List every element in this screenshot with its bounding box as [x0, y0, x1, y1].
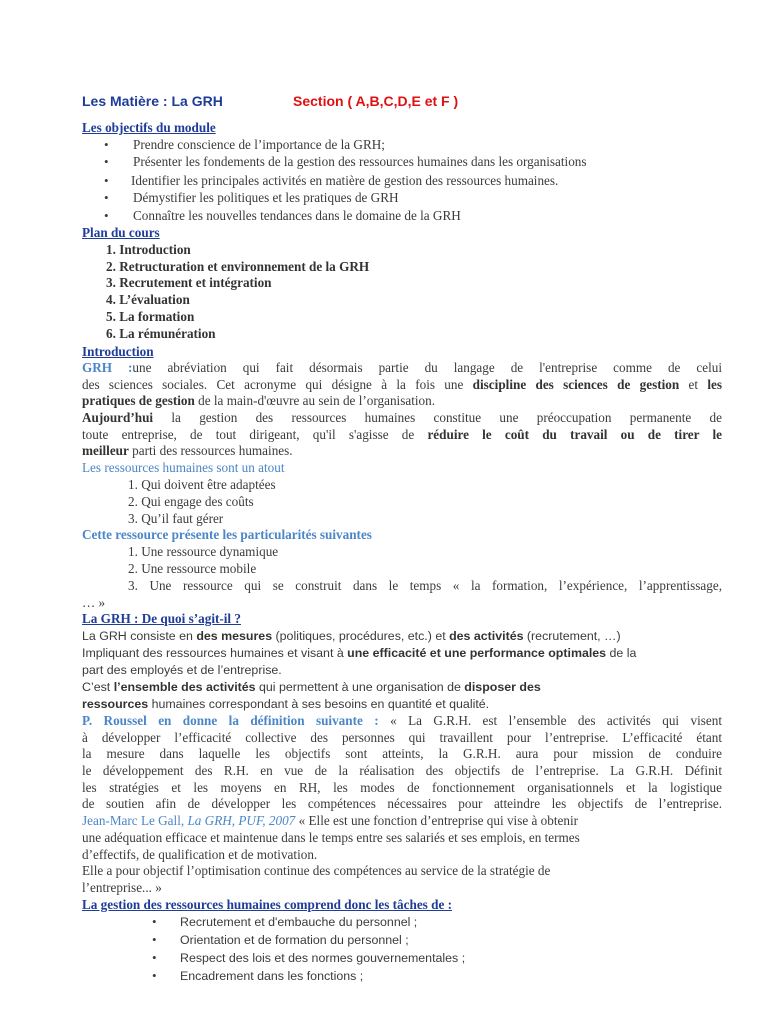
- roussel-paragraph: la mesure dans laquelle les objectifs sont atteints, la G.R.H. aura pour mission de conduire: [82, 746, 722, 761]
- quoi-emphasis: disposer des: [464, 680, 541, 694]
- intro-emphasis: les: [707, 377, 722, 392]
- objectifs-heading: Les objectifs du module: [82, 120, 216, 135]
- intro-paragraph: [82, 427, 722, 443]
- tache-item: Respect des lois et des normes gouvernementales ;: [180, 951, 466, 965]
- quoi-paragraph: [82, 696, 722, 712]
- tache-item: Orientation et de formation du personnel ;: [180, 933, 409, 947]
- bullet-icon: •: [104, 208, 109, 223]
- roussel-paragraph: le développement des R.H. en vue de la réalisation des objectifs de l’entreprise. La G.R.H. Définit: [82, 763, 722, 778]
- quoi-text: humaines correspondant à ses besoins en quantité et qualité.: [148, 697, 490, 711]
- roussel-label: P. Roussel en donne la définition suivante :: [82, 713, 379, 728]
- quoi-paragraph: [82, 645, 722, 661]
- objectif-item: Présenter les fondements de la gestion des ressources humaines dans les organisations: [133, 154, 587, 169]
- intro-text: de la main-d'œuvre au sein de l’organisation.: [194, 393, 436, 408]
- atout-item: 2. Qui engage des coûts: [128, 494, 254, 509]
- legall-text: « Elle est une fonction d’entreprise qui vise à obtenir: [295, 813, 578, 828]
- particularite-item: 1. Une ressource dynamique: [128, 544, 279, 559]
- bullet-icon: •: [152, 932, 157, 947]
- quoi-emphasis: des mesures: [196, 629, 273, 643]
- quoi-text: La GRH consiste en: [82, 629, 197, 643]
- legall-author: Jean-Marc Le Gall,: [82, 813, 188, 828]
- legall-paragraph: [82, 813, 722, 829]
- intro-text: la gestion des ressources humaines constitue une préoccupation permanente de: [153, 410, 722, 425]
- quoi-text: (recrutement, …): [523, 629, 621, 643]
- intro-paragraph: [82, 377, 722, 393]
- quoi-paragraph: part des employés et de l’entreprise.: [82, 663, 282, 677]
- particularite-item: 3. Une ressource qui se construit dans le temps « la formation, l’expérience, l’apprentissage,: [128, 578, 722, 593]
- roussel-paragraph: à développer l’efficacité collective des personnes qui travaillent pour l’entreprise. L’efficacité étant: [82, 730, 722, 745]
- bullet-icon: •: [104, 137, 109, 152]
- bullet-icon: •: [152, 950, 157, 965]
- intro-text: une abréviation qui fait désormais partie du langage de l'entreprise comme de celui: [132, 360, 722, 375]
- objectif-item: Identifier les principales activités en matière de gestion des ressources humaines.: [131, 173, 559, 188]
- objectif-item: Prendre conscience de l’importance de la GRH;: [133, 137, 385, 152]
- taches-heading: La gestion des ressources humaines comprend donc les tâches de :: [82, 897, 452, 912]
- plan-item: 2. Retructuration et environnement de la GRH: [106, 259, 370, 274]
- legall-paragraph: l’entreprise... »: [82, 880, 162, 895]
- intro-paragraph: [82, 410, 722, 426]
- quoi-text: de la: [606, 646, 637, 660]
- quoi-paragraph: [82, 679, 722, 695]
- bullet-icon: •: [104, 173, 109, 188]
- plan-item: 4. L’évaluation: [106, 292, 190, 307]
- atout-item: 3. Qu’il faut gérer: [128, 511, 224, 526]
- objectif-item: Connaître les nouvelles tendances dans le domaine de la GRH: [133, 208, 461, 223]
- intro-emphasis: pratiques de gestion: [82, 393, 195, 408]
- quoi-heading: La GRH : De quoi s’agit-il ?: [82, 611, 241, 626]
- legall-book: La GRH, PUF, 2007: [187, 813, 296, 828]
- roussel-paragraph: les stratégies et les moyens en RH, les modes de fonctionnement organisationnels et la logistique: [82, 780, 722, 795]
- atout-heading: Les ressources humaines sont un atout: [82, 460, 285, 475]
- document-section: Section ( A,B,C,D,E et F ): [293, 93, 459, 109]
- grh-label: GRH :: [82, 360, 133, 375]
- quoi-text: (politiques, procédures, etc.) et: [272, 629, 450, 643]
- intro-text: toute entreprise, de tout dirigeant, qu'il s'agisse de: [82, 427, 428, 442]
- quoi-text: qui permettent à une organisation de: [255, 680, 465, 694]
- plan-item: 3. Recrutement et intégration: [106, 275, 272, 290]
- plan-item: 1. Introduction: [106, 242, 191, 257]
- quoi-text: Impliquant des ressources humaines et visant à: [82, 646, 348, 660]
- tache-item: Recrutement et d'embauche du personnel ;: [180, 915, 418, 929]
- roussel-paragraph: de soutien afin de développer les compétences nécessaires pour atteindre les objectifs de l’entreprise.: [82, 796, 722, 811]
- intro-paragraph: [82, 393, 722, 409]
- bullet-icon: •: [104, 190, 109, 205]
- document-title: Les Matière : La GRH: [82, 93, 223, 109]
- intro-emphasis: meilleur: [82, 443, 129, 458]
- quoi-paragraph: [82, 628, 722, 644]
- tache-item: Encadrement dans les fonctions ;: [180, 969, 364, 983]
- particularite-continuation: … »: [82, 595, 106, 610]
- plan-heading: Plan du cours: [82, 225, 160, 240]
- roussel-paragraph: [82, 713, 722, 729]
- intro-text: parti des ressources humaines.: [128, 443, 293, 458]
- particularites-heading: Cette ressource présente les particularités suivantes: [82, 527, 372, 542]
- intro-emphasis: Aujourd’hui: [82, 410, 154, 425]
- introduction-heading: Introduction: [82, 344, 154, 359]
- quoi-emphasis: des activités: [449, 629, 524, 643]
- legall-paragraph: une adéquation efficace et maintenue dans le temps entre ses salariés et ses emplois, en termes: [82, 830, 580, 845]
- bullet-icon: •: [152, 968, 157, 983]
- intro-paragraph: [82, 360, 722, 376]
- atout-item: 1. Qui doivent être adaptées: [128, 477, 276, 492]
- quoi-emphasis: l’ensemble des activités: [113, 680, 256, 694]
- bullet-icon: •: [104, 154, 109, 169]
- plan-item: 6. La rémunération: [106, 326, 216, 341]
- quoi-text: C’est: [82, 680, 114, 694]
- quoi-emphasis: ressources: [82, 697, 149, 711]
- bullet-icon: •: [152, 914, 157, 929]
- intro-emphasis: réduire le coût du travail ou de tirer le: [427, 427, 722, 442]
- objectif-item: Démystifier les politiques et les pratiques de GRH: [133, 190, 399, 205]
- plan-item: 5. La formation: [106, 309, 195, 324]
- legall-paragraph: d’effectifs, de qualification et de motivation.: [82, 847, 318, 862]
- legall-paragraph: Elle a pour objectif l’optimisation continue des compétences au service de la stratégie de: [82, 863, 551, 878]
- particularite-item: 2. Une ressource mobile: [128, 561, 257, 576]
- roussel-text: « La G.R.H. est l’ensemble des activités qui visent: [378, 713, 722, 728]
- intro-text: des sciences sociales. Cet acronyme qui désigne à la fois une: [82, 377, 473, 392]
- intro-paragraph: [82, 443, 722, 459]
- quoi-emphasis: une efficacité et une performance optimales: [347, 646, 607, 660]
- intro-text: et: [679, 377, 708, 392]
- intro-emphasis: discipline des sciences de gestion: [472, 377, 680, 392]
